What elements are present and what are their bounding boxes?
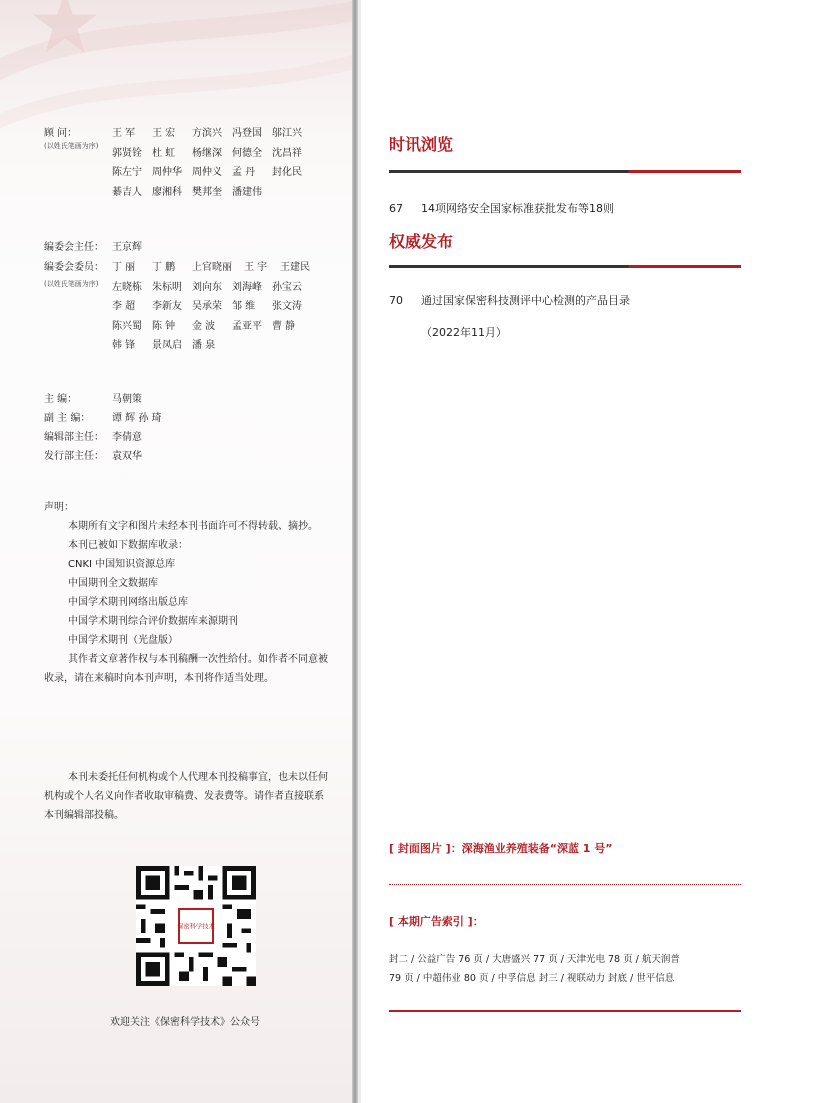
committee-chair: 编委会主任： 王京辉 — [44, 242, 142, 253]
advisors-row: 陈左宁 周仲华 周仲义 孟 丹 封化民 — [112, 167, 302, 178]
ad-index-line: 封二 / 公益广告 76 页 / 大唐盛兴 77 页 / 天津光电 78 页 / 航天润普 — [389, 954, 680, 965]
editorial-director: 编辑部主任： 李倩意 — [44, 432, 142, 443]
database-item: 中国期刊全文数据库 — [68, 578, 158, 589]
section-title-authority: 权威发布 — [389, 232, 454, 251]
deputy-editor: 副 主 编： 谭 辉 孙 琦 — [44, 413, 162, 424]
committee-sort-note: (以姓氏笔画为序) — [44, 280, 99, 288]
declaration-heading: 声明： — [44, 502, 74, 513]
database-item: CNKI 中国知识资源总库 — [68, 559, 176, 570]
advisors-role: 顾 问： — [44, 128, 78, 139]
advisors-row: 郭贤铨 杜 虹 杨继深 何德全 沈昌祥 — [112, 147, 302, 159]
qr-code-icon — [136, 866, 256, 986]
declaration-copyright: 本期所有文字和图片未经本刊书面许可不得转载、摘抄。 — [68, 521, 318, 532]
committee-row: 韩 锋 景凤启 潘 泉 — [112, 340, 216, 351]
qr-caption: 欢迎关注《保密科学技术》公众号 — [110, 1017, 260, 1028]
committee-row: 陈兴蜀 陈 钟 金 波 孟亚平 曹 静 — [112, 320, 296, 332]
advisors-row: 綦吉人 廖湘科 樊邦奎 潘建伟 — [112, 186, 262, 198]
committee-row: 丁 丽 丁 鹏 上官晓丽 王 宇 王建民 — [112, 262, 310, 273]
toc-entry: 70 通过国家保密科技测评中心检测的产品目录 — [389, 294, 630, 307]
advisors-row: 王 军 王 宏 方滨兴 冯登国 邬江兴 — [112, 128, 302, 139]
committee-row: 左晓栋 朱标明 刘向东 刘海峰 孙宝云 — [112, 281, 302, 293]
committee-members-role: 编委会委员： — [44, 262, 104, 273]
advisors-sort-note: (以姓氏笔画为序) — [44, 142, 99, 150]
distribution-director: 发行部主任： 袁双华 — [44, 451, 142, 462]
section-title-news: 时讯浏览 — [389, 135, 454, 154]
committee-members-list — [112, 258, 320, 356]
database-item: 中国学术期刊（光盘版） — [68, 635, 178, 646]
qr-center-label: 保密科学技术 — [177, 923, 215, 931]
cover-caption: [ 封面图片 ]：深海渔业养殖装备“深蓝 1 号” — [389, 842, 613, 855]
committee-row: 李 超 李新友 吴承荣 邹 维 张文涛 — [112, 301, 302, 312]
declaration — [44, 498, 332, 688]
database-item: 中国学术期刊网络出版总库 — [68, 597, 188, 608]
declaration-agency-notice: 本刊未委托任何机构或个人代理本刊投稿事宜，也未以任何机构或个人名义向作者收取审稿费、发表费等。请作者直接联系本刊编辑部投稿。 — [44, 772, 328, 821]
toc-entry: 67 14项网络安全国家标准获批发布等18则 — [389, 202, 614, 215]
section-divider — [389, 170, 741, 173]
declaration-author-rights: 其作者文章著作权与本刊稿酬一次性给付。如作者不同意被收录，请在来稿时向本刊声明，本刊将作适当处理。 — [44, 654, 328, 684]
ad-index-line: 79 页 / 中超伟业 80 页 / 中孚信息 封三 / 视联动力 封底 / 世平信息 — [389, 973, 675, 984]
bottom-divider — [389, 1010, 741, 1012]
section-divider — [389, 265, 741, 268]
ad-index-title: [ 本期广告索引 ]： — [389, 915, 484, 928]
dotted-divider — [389, 884, 741, 885]
advisors-list — [112, 124, 312, 202]
declaration-indexed-intro: 本刊已被如下数据库收录： — [68, 540, 188, 551]
toc-entry-subtitle: （2022年11月） — [421, 326, 507, 339]
editor-in-chief: 主 编： 马朝策 — [44, 394, 142, 405]
database-item: 中国学术期刊综合评价数据库来源期刊 — [68, 616, 238, 627]
